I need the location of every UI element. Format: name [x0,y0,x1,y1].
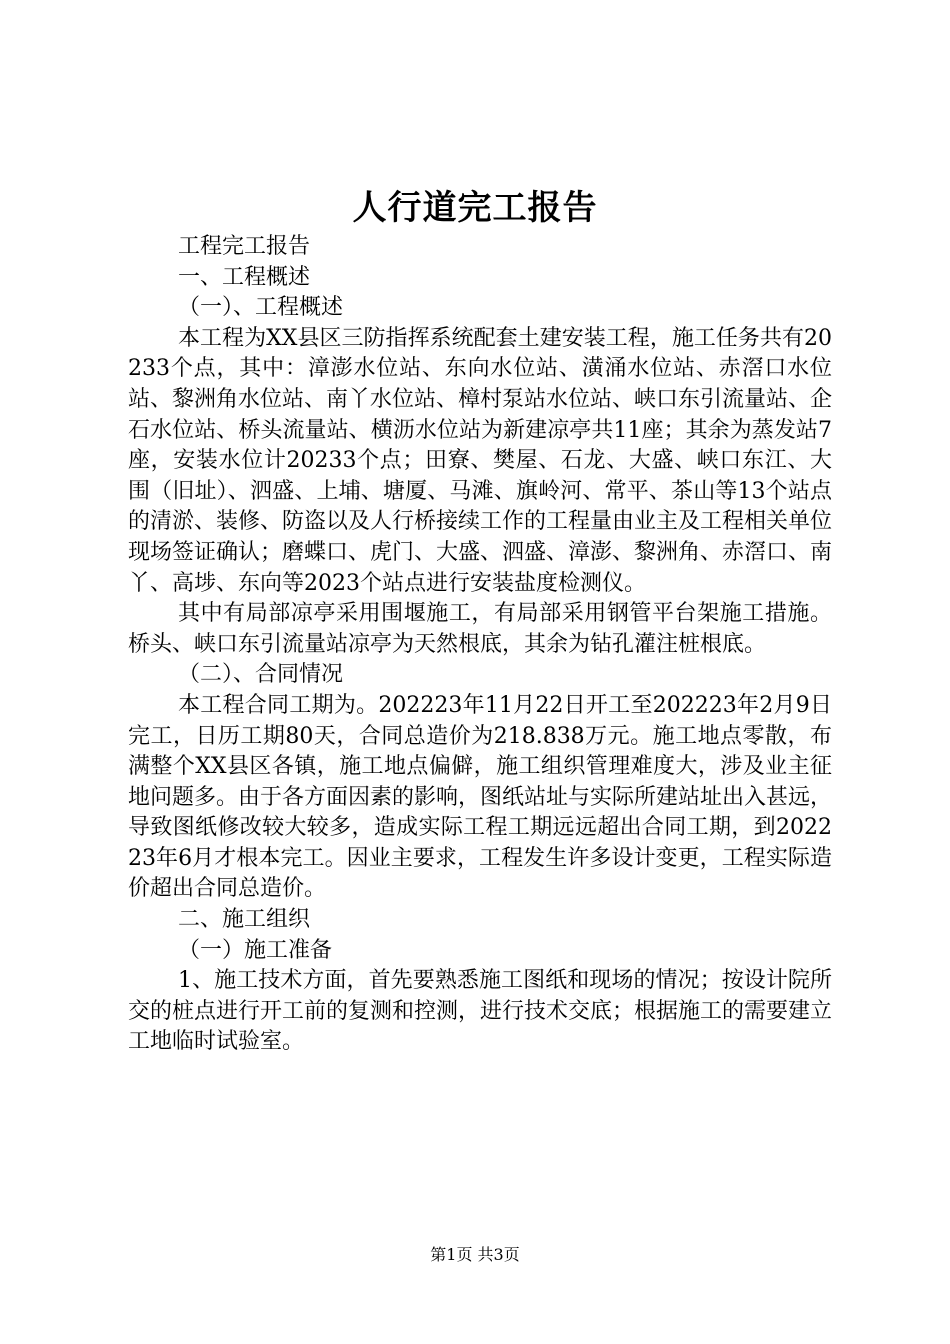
section-heading-overview: 一、工程概述 [178,264,311,290]
document-title: 人行道完工报告 [352,188,598,228]
paragraph-contract-details: 本工程合同工期为。202223年11月22日开工至202223年2月9日完工，日历工期80天，合同总造价为218.838万元。施工地点零散，布满整个XX县区各镇，施工地点偏僻，施工组织管理难度大，涉及业主征地问题多。由于各方面因素的影响，图纸站址与实际所建站址出入甚远，导致图纸修改较大较多，造成实际工程工期远远超出合同工期，到202223年6月才根本完工。因业主要求，工程发生许多设计变更，工程实际造价超出合同总造价。 [128,692,833,902]
document-body [128,232,832,1058]
paragraph-construction-methods: 其中有局部凉亭采用围堰施工，有局部采用钢管平台架施工措施。桥头、峡口东引流量站凉亭为天然根底，其余为钻孔灌注桩根底。 [128,601,832,657]
section-heading-organization: 二、施工组织 [178,907,311,933]
paragraph-technical-preparation: 1、施工技术方面，首先要熟悉施工图纸和现场的情况；按设计院所交的桩点进行开工前的复测和控测，进行技术交底；根据施工的需要建立工地临时试验室。 [128,968,833,1055]
subsection-heading-preparation: （一）施工准备 [178,937,333,963]
subsection-heading-overview: （一）、工程概述 [178,295,344,321]
paragraph-report-label: 工程完工报告 [178,234,311,259]
subsection-heading-contract: （二）、合同情况 [178,662,344,688]
paragraph-project-scope: 本工程为XX县区三防指挥系统配套土建安装工程，施工任务共有20233个点，其中：漳澎水位站、东向水位站、潢涌水位站、赤滘口水位站、黎洲角水位站、南丫水位站、樟村泵站水位站、峡口东引流量站、企石水位站、桥头流量站、横沥水位站为新建凉亭共11座；其余为蒸发站7座，安装水位计20233个点；田寮、樊屋、石龙、大盛、峡口东江、大围（旧址）、泗盛、上埔、塘厦、马滩、旗岭河、常平、茶山等13个站点的清淤、装修、防盗以及人行桥接续工作的工程量由业主及工程相关单位现场签证确认；磨蝶口、虎门、大盛、泗盛、漳澎、黎洲角、赤滘口、南丫、高埗、东向等2023个站点进行安装盐度检测仪。 [128,325,833,596]
page-footer: 第1页 共3页 [430,1245,520,1264]
